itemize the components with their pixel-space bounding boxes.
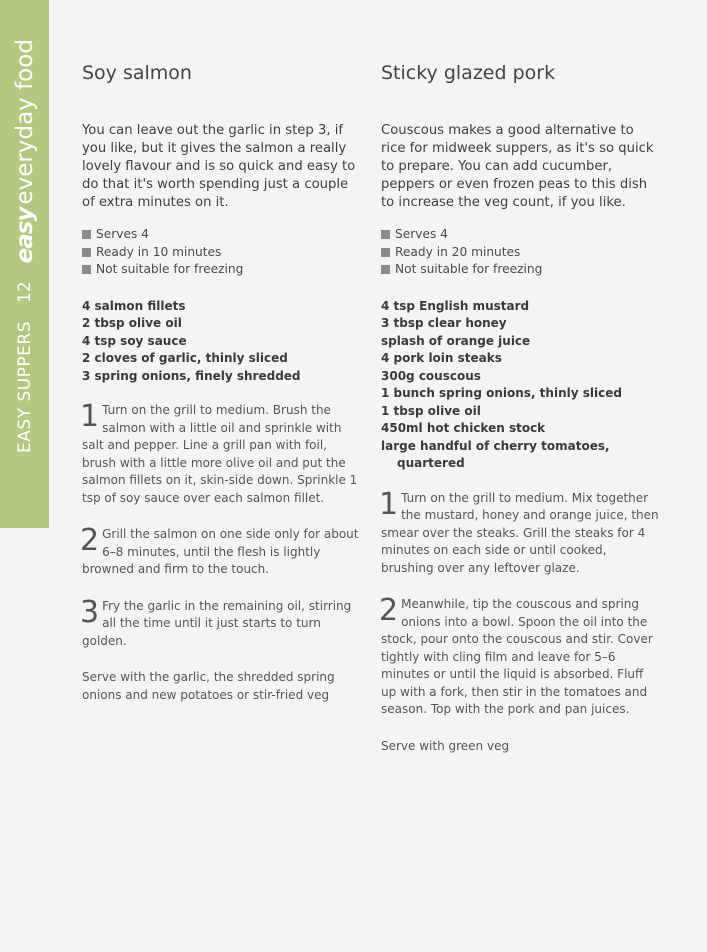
recipe-info [82, 226, 362, 279]
method-step [80, 594, 362, 651]
ingredient: 4 tsp English mustard [381, 298, 530, 313]
step-number: 3 [80, 594, 100, 630]
info-item: Serves 4 [82, 226, 362, 244]
info-item: Not suitable for freezing [82, 261, 362, 279]
side-tab-text [0, 0, 49, 528]
ingredient-list [82, 298, 362, 386]
method-step [80, 523, 362, 579]
step-text: Fry the garlic in the remaining oil, stirring all the time until it just starts to turn golden. [82, 598, 352, 648]
recipe-title: Soy salmon [82, 62, 192, 84]
info-item: Serves 4 [381, 226, 661, 244]
step-number: 1 [379, 486, 399, 522]
step-text: Turn on the grill to medium. Brush the salmon with a little oil and sprinkle with salt and pepper. Line a grill pan with foil, brush with a little more olive oil and put the salmon fillets on it, skin-side down. Sprinkle 1 tsp of soy sauce over each salmon fillet. [82, 403, 358, 505]
ingredient: 450ml hot chicken stock [381, 421, 546, 435]
recipe-info [381, 226, 661, 279]
step-text: Grill the salmon on one side only for about 6–8 minutes, until the flesh is lightly browned and firm to the touch. [82, 527, 359, 576]
info-item: Ready in 20 minutes [381, 244, 661, 262]
square-bullet-icon [82, 248, 91, 257]
ingredient: 3 spring onions, finely shredded [82, 368, 301, 383]
step-number: 1 [80, 399, 100, 434]
method-step [80, 399, 362, 507]
step-text: Turn on the grill to medium. Mix together the mustard, honey and orange juice, then smear over the steaks. Grill the steaks for 4 minutes on each side or until cooked, brushing over any leftover glaze. [381, 490, 659, 575]
ingredient: large handful of cherry tomatoes, quartered [381, 438, 610, 470]
info-item: Not suitable for freezing [381, 261, 661, 279]
section-label: EASY SUPPERS [14, 320, 35, 453]
brand-logo [12, 39, 38, 263]
ingredient: 300g couscous [381, 368, 481, 383]
serving-suggestion: Serve with the garlic, the shredded spring onions and new potatoes or stir-fried veg [82, 670, 335, 702]
step-text: Meanwhile, tip the couscous and spring onions into a bowl. Spoon the oil into the stock, pour onto the couscous and stir. Cover tightly with cling film and leave for 5–6 minutes or until the liquid is absorbed. Fluff up with a fork, then stir in the tomatoes and season. Top with the pork and pan juices. [381, 597, 653, 716]
brand-everyday-food: everyday food [11, 39, 38, 205]
ingredient: 2 cloves of garlic, thinly sliced [82, 351, 288, 365]
serving-suggestion: Serve with green veg [381, 738, 510, 753]
ingredient: 4 salmon fillets [82, 298, 186, 313]
recipe-sticky-glazed-pork [381, 60, 661, 755]
square-bullet-icon [381, 248, 390, 257]
ingredient: 1 tbsp olive oil [381, 403, 481, 418]
info-item: Ready in 10 minutes [82, 244, 362, 262]
recipe-title: Sticky glazed pork [381, 62, 556, 84]
square-bullet-icon [82, 230, 91, 239]
ingredient-list [381, 298, 661, 473]
square-bullet-icon [381, 265, 390, 274]
step-number: 2 [379, 593, 399, 628]
square-bullet-icon [82, 265, 91, 274]
ingredient: 2 tbsp olive oil [82, 316, 182, 330]
recipe-soy-salmon [82, 60, 362, 704]
ingredient: 1 bunch spring onions, thinly sliced [381, 386, 622, 400]
ingredient: splash of orange juice [381, 333, 531, 348]
step-number: 2 [80, 523, 100, 558]
ingredient: 4 pork loin steaks [381, 351, 502, 365]
ingredient: 4 tsp soy sauce [82, 333, 187, 348]
method-step [379, 486, 661, 578]
recipe-intro: You can leave out the garlic in step 3, if you like, but it gives the salmon a really lovely flavour and is so quick and easy to do that it's worth spending just a couple of extra minutes on it. [82, 123, 356, 210]
ingredient: 3 tbsp clear honey [381, 316, 507, 330]
method-step [379, 593, 661, 719]
side-tab [0, 0, 49, 528]
page-number: 12 [14, 281, 35, 303]
recipe-intro: Couscous makes a good alternative to rice for midweek suppers, as it's so quick to prepare. You can add cucumber, peppers or even frozen peas to this dish to increase the veg count, if you like. [381, 123, 654, 210]
square-bullet-icon [381, 230, 390, 239]
brand-easy: easy [11, 207, 38, 264]
